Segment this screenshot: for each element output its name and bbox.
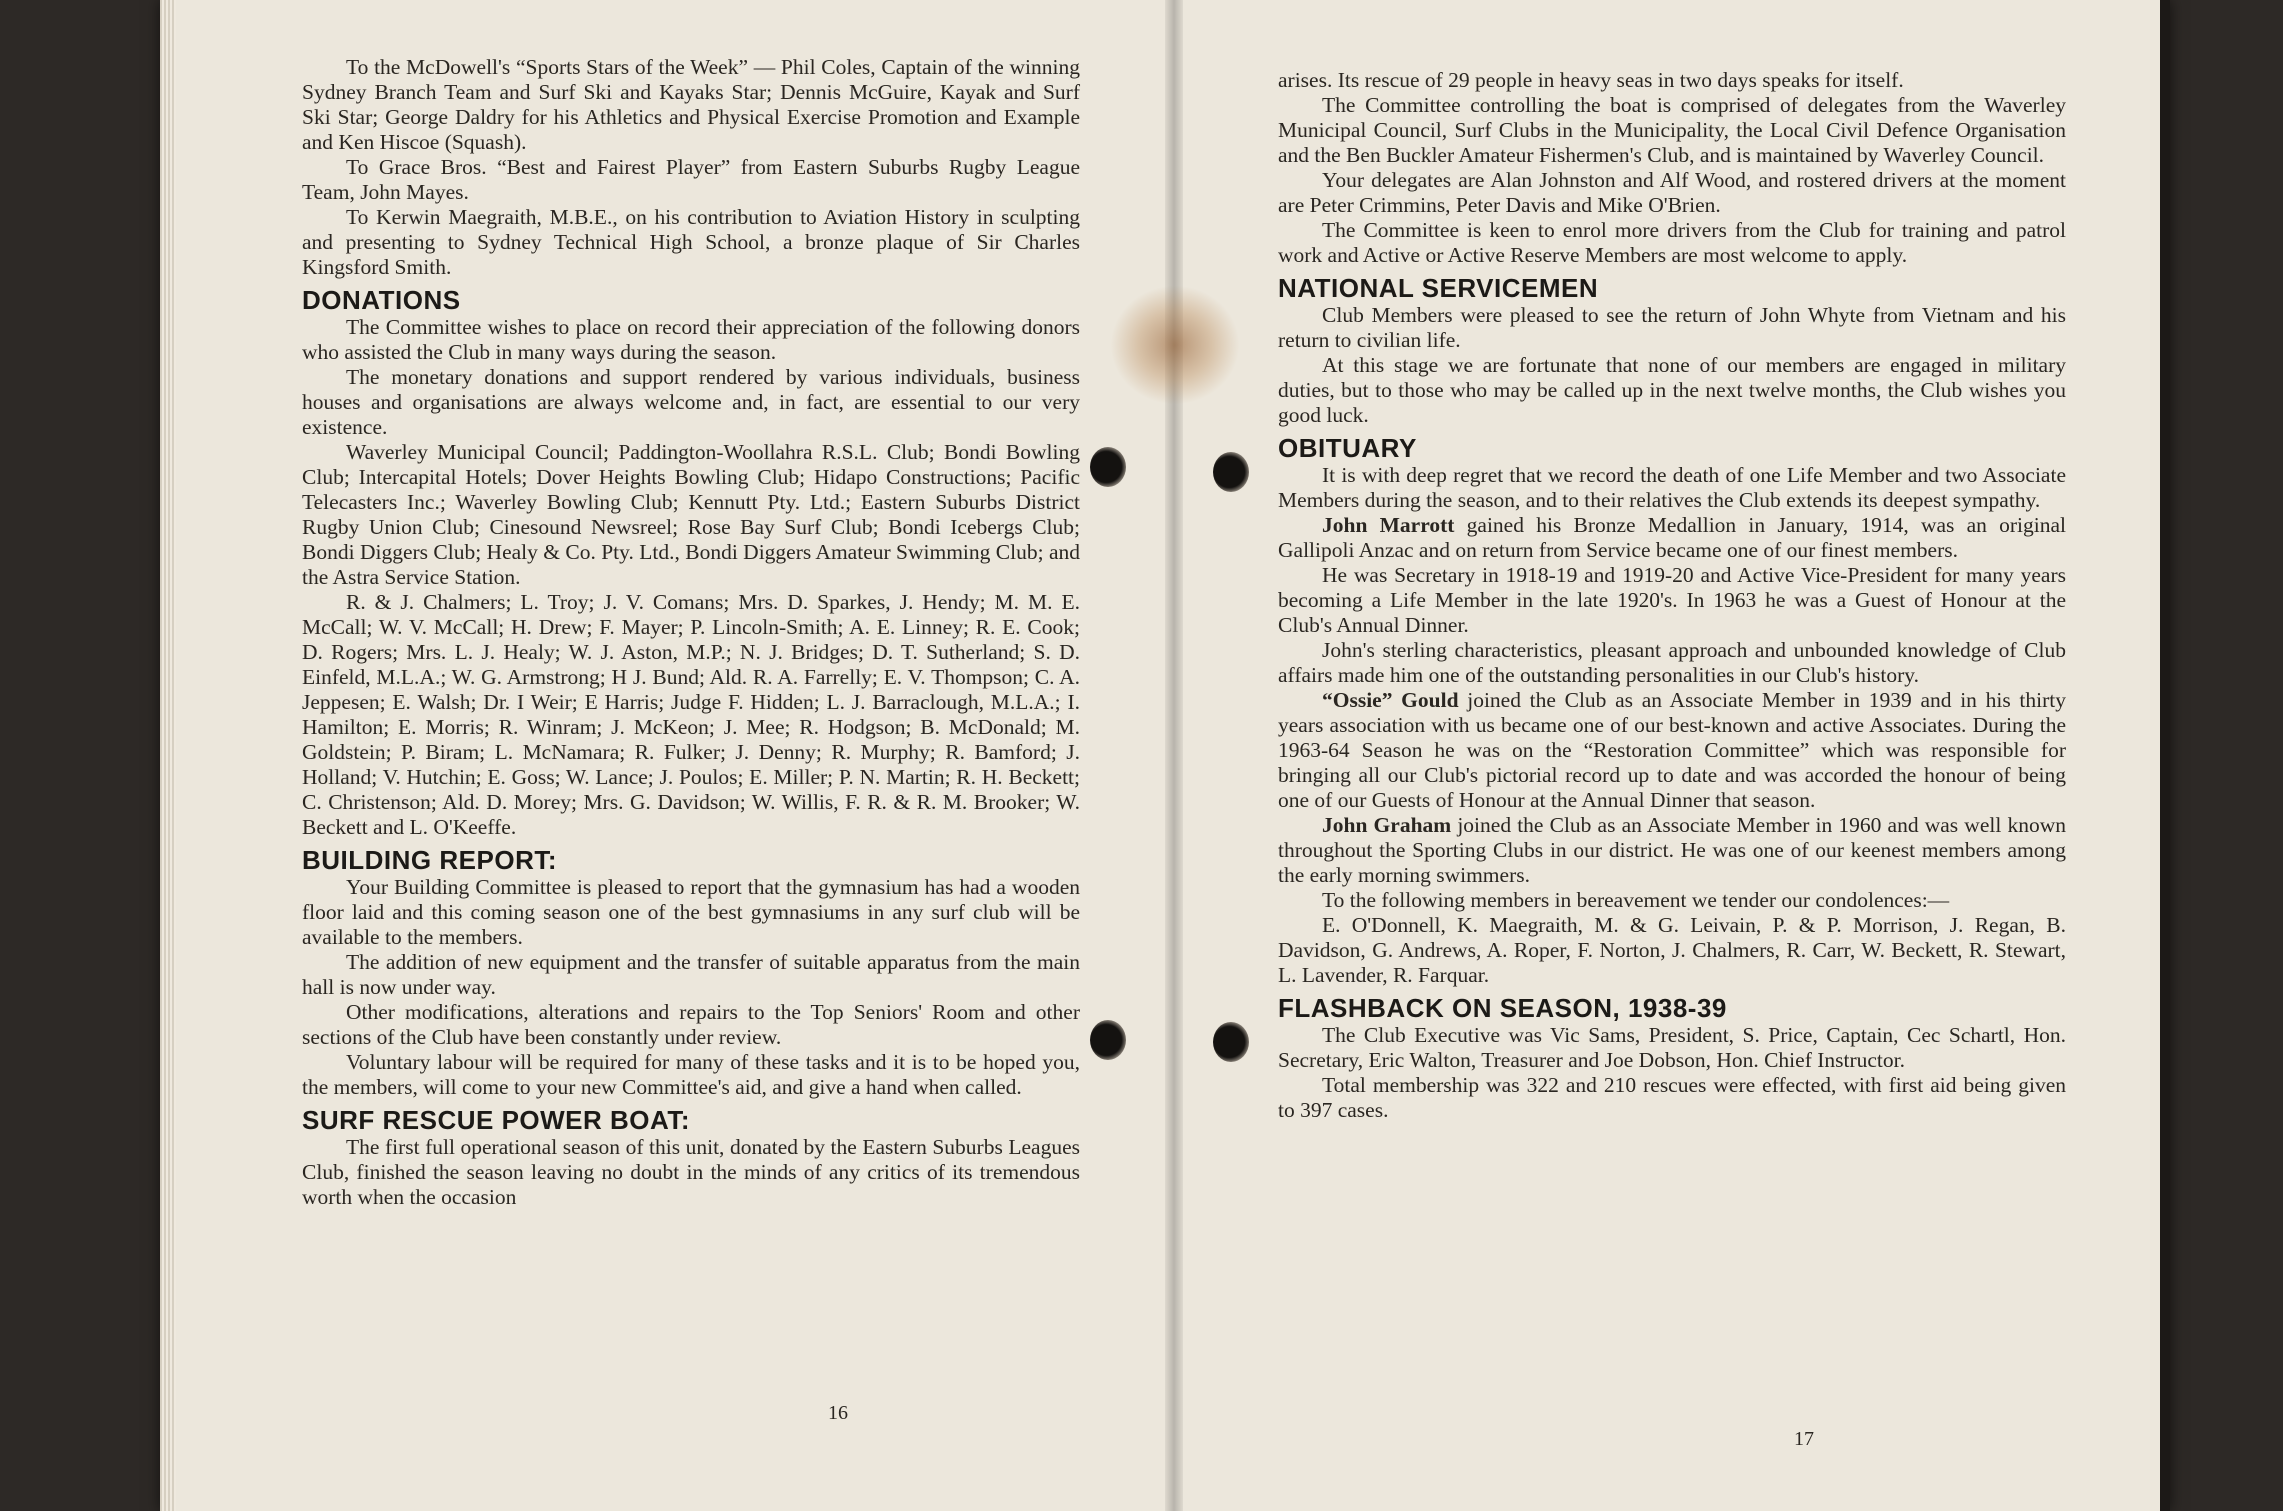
donors-organisations: Waverley Municipal Council; Paddington-Woollahra R.S.L. Club; Bondi Bowling Club; Intercapital Hotels; Dover Heights Bowling Club; Hidapo Constructions; Pacific Telecasters Inc.; Waverley Bowling Club; Kennutt Pty. Ltd.; Eastern Suburbs District Rugby Union Club; Cinesound Newsreel; Rose Bay Surf Club; Bondi Icebergs Club; Bondi Diggers Club; Healy & Co. Pty. Ltd., Bondi Diggers Amateur Swimming Club; and the Astra Service Station. — [302, 440, 1080, 589]
surf-rescue-heading: SURF RESCUE POWER BOAT: — [302, 1105, 691, 1135]
building-heading: BUILDING REPORT: — [302, 845, 557, 875]
building-paragraph: Your Building Committee is pleased to report that the gymnasium has had a wooden floor laid and this coming season one of the best gymnasiums in any surf club will be available to the members. — [302, 875, 1080, 949]
building-paragraph: Voluntary labour will be required for many of these tasks and it is to be hoped you, the members, will come to your new Committee's aid, and give a hand when called. — [302, 1050, 1080, 1099]
continuation-paragraph: Your delegates are Alan Johnston and Alf Wood, and rostered drivers at the moment are Peter Crimmins, Peter Davis and Mike O'Brien. — [1278, 168, 2066, 217]
right-page — [1183, 0, 2170, 1511]
obituary-text: joined the Club as an Associate Member in 1939 and in his thirty years association with us became one of our best-known and active Associates. During the 1963-64 Season he was on the “Restoration Committee” which was responsible for bringing all our Club's pictorial record up to date and was accorded the honour of being one of our Guests of Honour at the Annual Dinner that season. — [1278, 688, 2066, 812]
left-page — [160, 0, 1165, 1511]
page-number: 16 — [828, 1402, 848, 1424]
booklet-spread — [160, 0, 2170, 1511]
obituary-text: joined the Club as an Associate Member in 1960 and was well known throughout the Sporting Clubs in our district. He was one of our keenest members among the early morning swimmers. — [1278, 813, 2066, 887]
intro-paragraph: To Kerwin Maegraith, M.B.E., on his contribution to Aviation History in sculpting and presenting to Sydney Technical High School, a bronze plaque of Sir Charles Kingsford Smith. — [302, 205, 1080, 279]
right-column — [1278, 68, 2066, 1123]
donations-paragraph: The Committee wishes to place on record their appreciation of the following donors who assisted the Club in many ways during the season. — [302, 315, 1080, 364]
obituary-graham — [1278, 813, 2066, 888]
intro-paragraph: To Grace Bros. “Best and Fairest Player” from Eastern Suburbs Rugby League Team, John Mayes. — [302, 155, 1080, 204]
surf-rescue-paragraph: The first full operational season of this unit, donated by the Eastern Suburbs Leagues Club, finished the season leaving no doubt in the minds of any critics of its tremendous worth when the occasion — [302, 1135, 1080, 1209]
continuation-paragraph: arises. Its rescue of 29 people in heavy seas in two days speaks for itself. — [1278, 68, 1904, 92]
building-paragraph: The addition of new equipment and the transfer of suitable apparatus from the main hall is now under way. — [302, 950, 1080, 999]
national-servicemen-heading: NATIONAL SERVICEMEN — [1278, 273, 1599, 303]
gutter-fold — [1165, 0, 1183, 1511]
flashback-paragraph: The Club Executive was Vic Sams, President, S. Price, Captain, Cec Schartl, Hon. Secretary, Eric Walton, Treasurer and Joe Dobson, Hon. Chief Instructor. — [1278, 1023, 2066, 1072]
national-paragraph: Club Members were pleased to see the return of John Whyte from Vietnam and his return to civilian life. — [1278, 303, 2066, 352]
obituary-paragraph: He was Secretary in 1918-19 and 1919-20 and Active Vice-President for many years becoming a Life Member in the late 1920's. In 1963 he was a Guest of Honour at the Club's Annual Dinner. — [1278, 563, 2066, 637]
obituary-gould — [1278, 688, 2066, 813]
continuation-paragraph: The Committee controlling the boat is comprised of delegates from the Waverley Municipal Council, Surf Clubs in the Municipality, the Local Civil Defence Organisation and the Ben Buckler Amateur Fishermen's Club, and is maintained by Waverley Council. — [1278, 93, 2066, 167]
obituary-text: gained his Bronze Medallion in January, 1914, was an original Gallipoli Anzac and on return from Service became one of our finest members. — [1278, 513, 2066, 562]
continuation-paragraph: The Committee is keen to enrol more drivers from the Club for training and patrol work and Active or Active Reserve Members are most welcome to apply. — [1278, 218, 2066, 267]
obituary-paragraph: John's sterling characteristics, pleasant approach and unbounded knowledge of Club affairs made him one of the outstanding personalities in our Club's history. — [1278, 638, 2066, 687]
obituary-paragraph: It is with deep regret that we record the death of one Life Member and two Associate Members during the season, and to their relatives the Club extends its deepest sympathy. — [1278, 463, 2066, 512]
obituary-name: John Marrott — [1322, 513, 1455, 537]
flashback-heading: FLASHBACK ON SEASON, 1938-39 — [1278, 993, 1727, 1023]
donations-heading: DONATIONS — [302, 285, 461, 315]
intro-paragraph: To the McDowell's “Sports Stars of the Week” — Phil Coles, Captain of the winning Sydney Branch Team and Surf Ski and Kayaks Star; Dennis McGuire, Kayak and Surf Ski Star; George Daldry for his Athletics and Physical Exercise Promotion and Example and Ken Hiscoe (Squash). — [302, 55, 1080, 154]
left-column — [302, 55, 1080, 1210]
building-paragraph: Other modifications, alterations and repairs to the Top Seniors' Room and other sections of the Club have been constantly under review. — [302, 1000, 1080, 1049]
donations-paragraph: The monetary donations and support rendered by various individuals, business houses and organisations are always welcome and, in fact, are essential to our very existence. — [302, 365, 1080, 439]
national-paragraph: At this stage we are fortunate that none of our members are engaged in military duties, but to those who may be called up in the next twelve months, the Club wishes you good luck. — [1278, 353, 2066, 427]
flashback-paragraph: Total membership was 322 and 210 rescues were effected, with first aid being given to 397 cases. — [1278, 1073, 2066, 1122]
obituary-paragraph: To the following members in bereavement we tender our condolences:— — [1322, 888, 1950, 912]
obituary-marrott — [1278, 513, 2066, 563]
page-number: 17 — [1794, 1428, 1814, 1450]
obituary-name: John Graham — [1322, 813, 1452, 837]
obituary-name: “Ossie” Gould — [1322, 688, 1459, 712]
donors-individuals: R. & J. Chalmers; L. Troy; J. V. Comans; Mrs. D. Sparkes, J. Hendy; M. M. E. McCall; W. V. McCall; H. Drew; F. Mayer; P. Lincoln-Smith; A. E. Linney; R. E. Cook; D. Rogers; Mrs. L. J. Healy; W. J. Aston, M.P.; N. J. Bridges; D. T. Sutherland; S. D. Einfeld, M.L.A.; W. G. Armstrong; H J. Bund; Ald. R. A. Farrelly; E. V. Thompson; C. A. Jeppesen; E. Walsh; Dr. I Weir; E Harris; Judge F. Hidden; L. J. Barraclough, M.L.A.; I. Hamilton; E. Morris; R. Winram; J. McKeon; J. Mee; R. Hodgson; B. McDonald; M. Goldstein; P. Biram; L. McNamara; R. Fulker; J. Denny; R. Murphy; R. Bamford; J. Holland; V. Hutchin; E. Goss; W. Lance; J. Poulos; E. Miller; P. N. Martin; R. H. Beckett; C. Christenson; Ald. D. Morey; Mrs. G. Davidson; W. Willis, F. R. & R. M. Brooker; W. Beckett and L. O'Keeffe. — [302, 590, 1080, 839]
obituary-heading: OBITUARY — [1278, 433, 1417, 463]
condolences-list: E. O'Donnell, K. Maegraith, M. & G. Leivain, P. & P. Morrison, J. Regan, B. Davidson, G. Andrews, A. Roper, F. Norton, J. Chalmers, R. Carr, W. Beckett, R. Stewart, L. Lavender, R. Farquar. — [1278, 913, 2066, 987]
